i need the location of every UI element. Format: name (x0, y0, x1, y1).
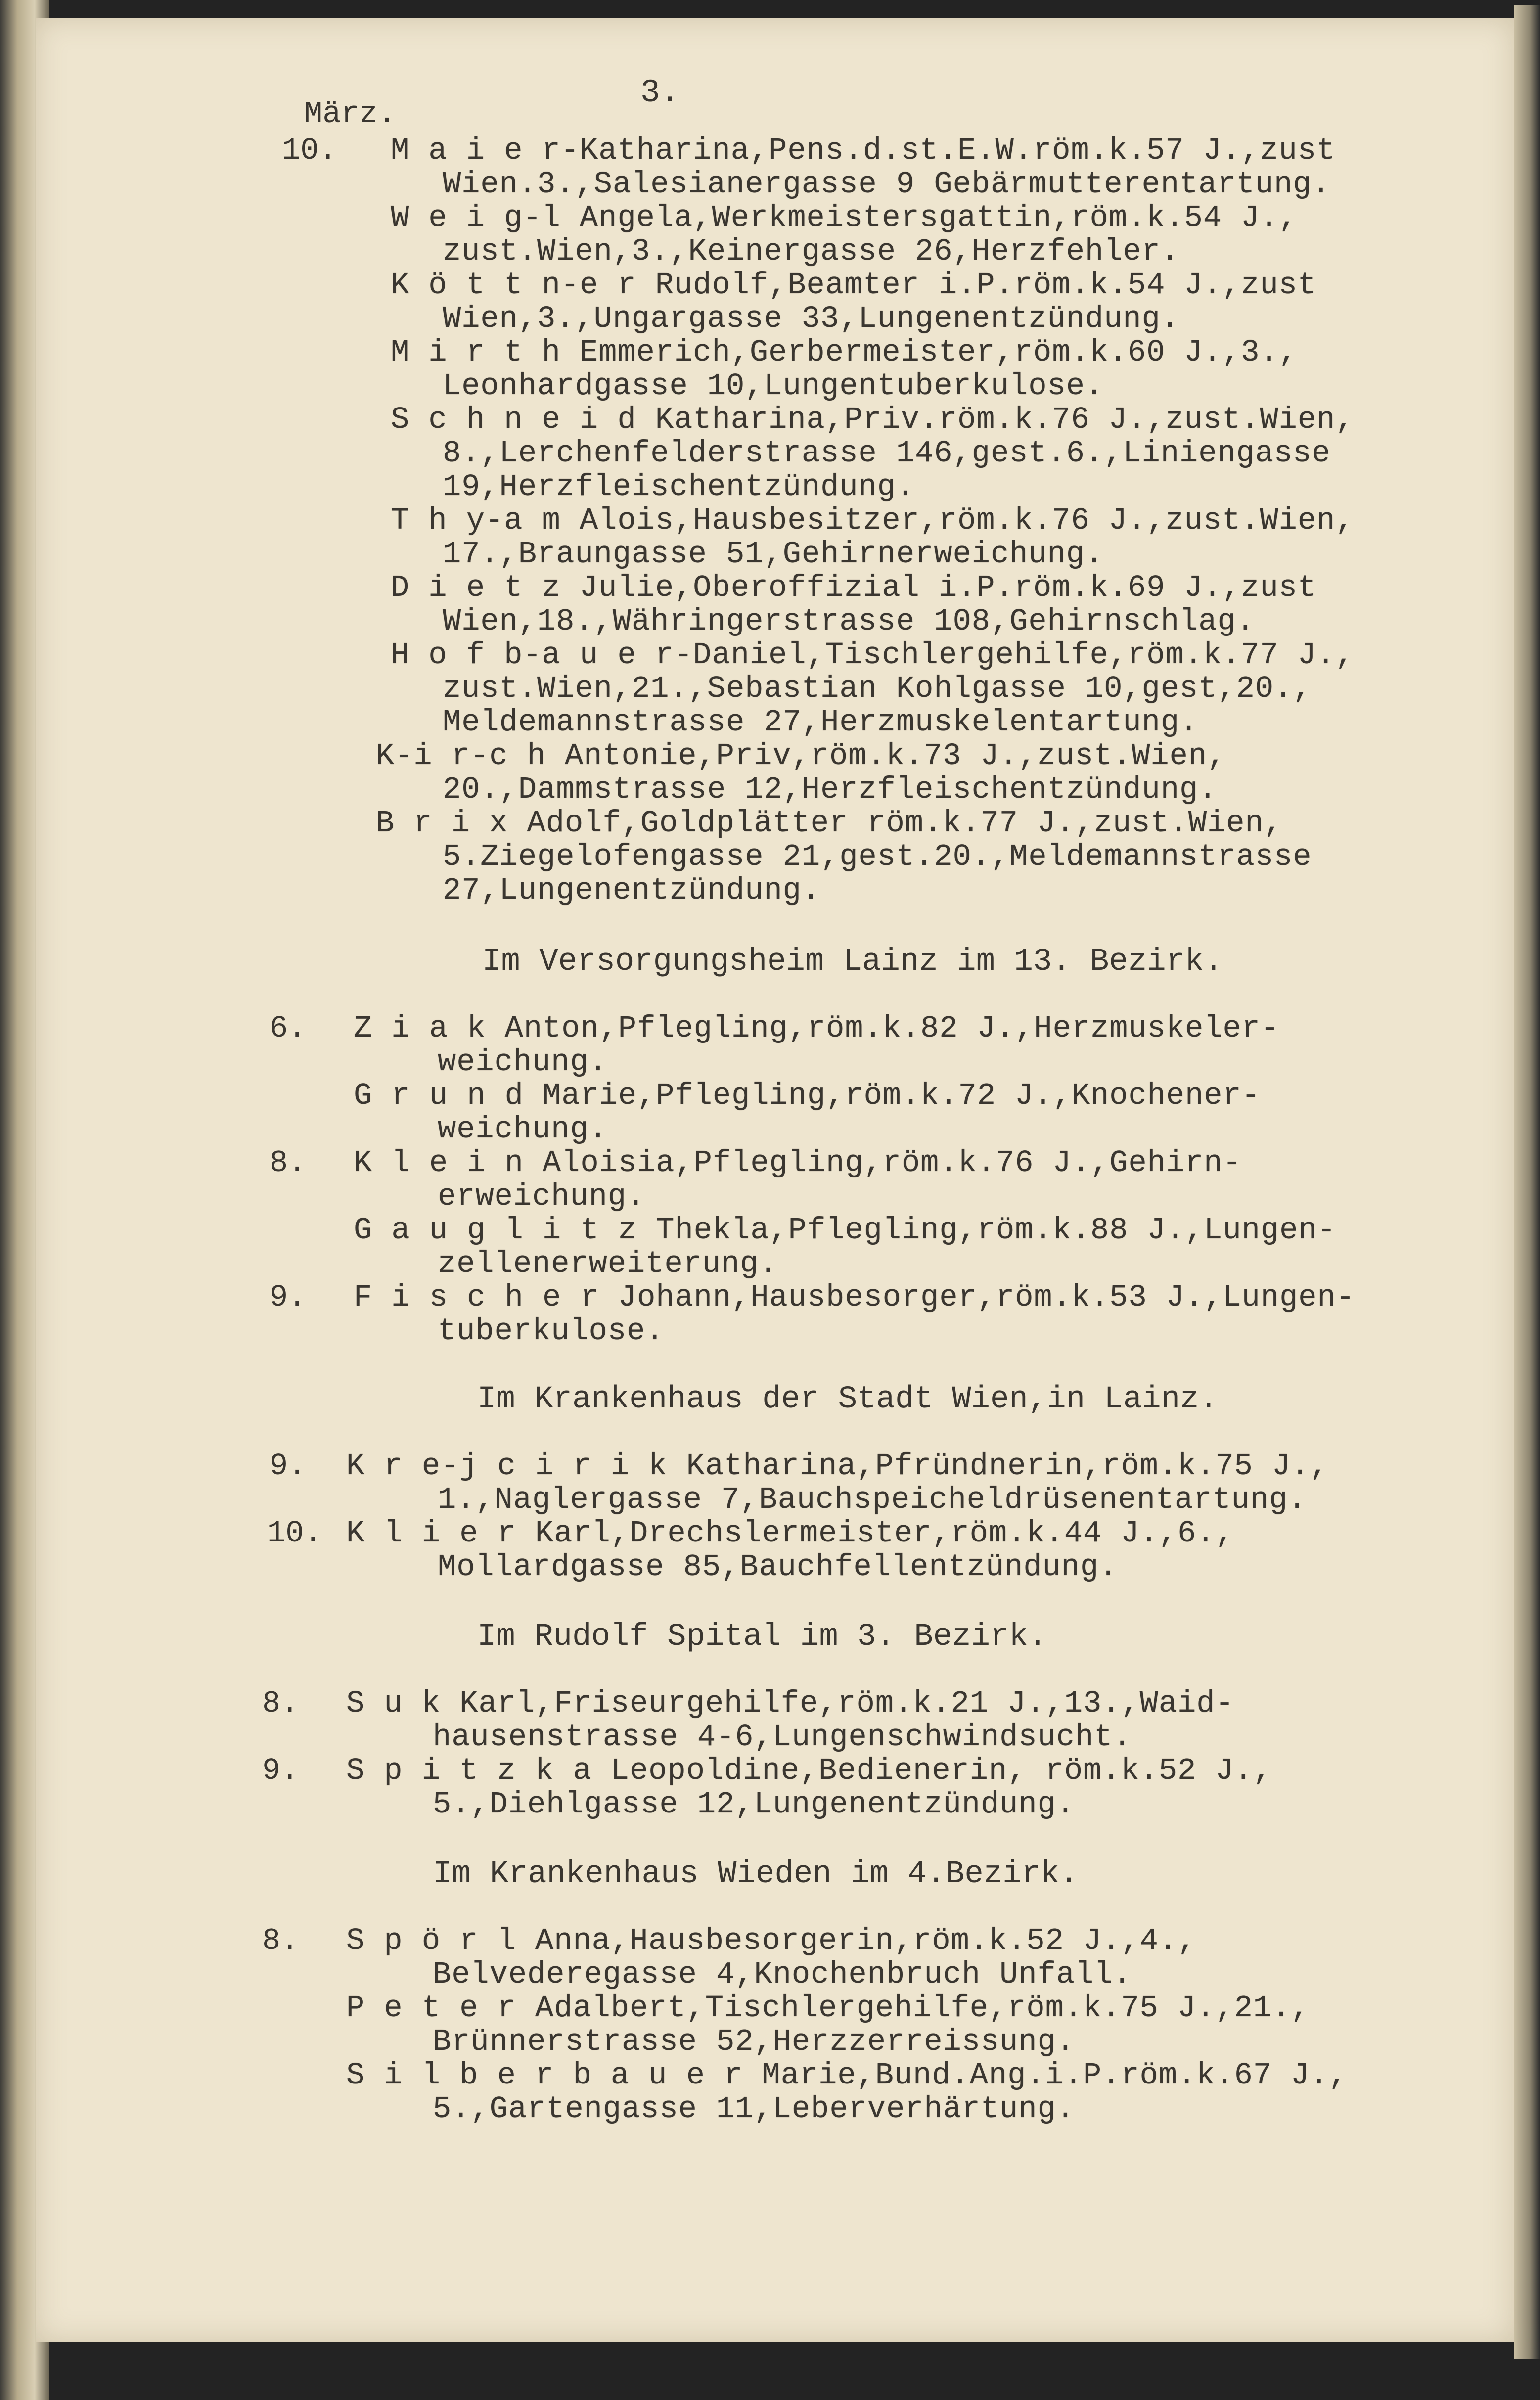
record-line: 20.,Dammstrasse 12,Herzfleischentzündung. (443, 772, 1218, 807)
record-line: W e i g-l Angela,Werkmeistersgattin,röm.k.54 J., (391, 200, 1298, 235)
entry-date: 10. (267, 1516, 322, 1551)
record-line: S u k Karl,Friseurgehilfe,röm.k.21 J.,13.,Waid- (346, 1686, 1234, 1721)
entry-date: 8. (262, 1923, 299, 1958)
entry-date: 8. (262, 1686, 299, 1721)
section-heading: Im Krankenhaus Wieden im 4.Bezirk. (433, 1857, 1079, 1892)
entry-date: 9. (270, 1280, 307, 1315)
record-line: Wien,18.,Währingerstrasse 108,Gehirnschlag. (443, 604, 1255, 639)
section-heading: Im Krankenhaus der Stadt Wien,in Lainz. (477, 1382, 1218, 1417)
record-line: H o f b-a u e r-Daniel,Tischlergehilfe,röm.k.77 J., (391, 637, 1355, 673)
record-line: Leonhardgasse 10,Lungentuberkulose. (443, 368, 1104, 404)
entry-date: 9. (270, 1449, 307, 1484)
record-line: zellenerweiterung. (438, 1246, 778, 1281)
record-line: D i e t z Julie,Oberoffizial i.P.röm.k.69 J.,zust (391, 570, 1317, 605)
section-heading: Im Rudolf Spital im 3. Bezirk. (477, 1619, 1047, 1655)
record-line: K l e i n Aloisia,Pflegling,röm.k.76 J.,Gehirn- (354, 1145, 1242, 1180)
record-line: G r u n d Marie,Pflegling,röm.k.72 J.,Knochener- (354, 1078, 1261, 1113)
record-line: zust.Wien,21.,Sebastian Kohlgasse 10,gest,20., (443, 671, 1312, 706)
record-line: B r i x Adolf,Goldplätter röm.k.77 J.,zust.Wien, (376, 806, 1283, 841)
section-heading: Im Versorgungsheim Lainz im 13. Bezirk. (482, 944, 1223, 980)
record-line: K l i e r Karl,Drechslermeister,röm.k.44 J.,6., (346, 1516, 1234, 1551)
page-number: 3. (640, 74, 680, 111)
record-line: 1.,Naglergasse 7,Bauchspeicheldrüsenentartung. (438, 1482, 1307, 1517)
entry-date: 8. (270, 1145, 307, 1180)
month-label: März. (304, 96, 397, 132)
entry-date: 6. (270, 1011, 307, 1046)
record-line: K-i r-c h Antonie,Priv,röm.k.73 J.,zust.Wien, (376, 738, 1226, 773)
record-line: 8.,Lerchenfelderstrasse 146,gest.6.,Liniengasse (443, 436, 1331, 471)
record-line: 17.,Braungasse 51,Gehirnerweichung. (443, 537, 1104, 572)
record-line: Wien.3.,Salesianergasse 9 Gebärmutterentartung. (443, 167, 1331, 202)
record-line: K r e-j c i r i k Katharina,Pfründnerin,röm.k.75 J., (346, 1449, 1329, 1484)
record-line: Brünnerstrasse 52,Herzzerreissung. (433, 2024, 1076, 2059)
record-line: 27,Lungenentzündung. (443, 873, 821, 908)
record-line: 5.,Diehlgasse 12,Lungenentzündung. (433, 1787, 1076, 1822)
entry-date: 10. (282, 133, 337, 168)
entry-date: 9. (262, 1753, 299, 1788)
record-line: Wien,3.,Ungargasse 33,Lungenentzündung. (443, 301, 1180, 336)
record-line: hausenstrasse 4-6,Lungenschwindsucht. (433, 1720, 1132, 1755)
record-line: 5.,Gartengasse 11,Leberverhärtung. (433, 2091, 1076, 2127)
record-line: F i s c h e r Johann,Hausbesorger,röm.k.53 J.,Lungen- (354, 1280, 1355, 1315)
page-edge (1514, 5, 1540, 2359)
record-line: Meldemannstrasse 27,Herzmuskelentartung. (443, 705, 1199, 740)
record-line: S p i t z k a Leopoldine,Bedienerin, röm.k.52 J., (346, 1753, 1272, 1788)
record-line: G a u g l i t z Thekla,Pflegling,röm.k.88 J.,Lungen- (354, 1213, 1336, 1248)
record-line: K ö t t n-e r Rudolf,Beamter i.P.röm.k.54 J.,zust (391, 268, 1317, 303)
record-line: weichung. (438, 1044, 608, 1080)
record-line: S i l b e r b a u e r Marie,Bund.Ang.i.P.röm.k.67 J., (346, 2058, 1348, 2093)
record-line: Z i a k Anton,Pflegling,röm.k.82 J.,Herzmuskeler- (354, 1011, 1280, 1046)
record-line: erweichung. (438, 1179, 646, 1214)
record-line: 19,Herzfleischentzündung. (443, 469, 915, 504)
record-line: P e t e r Adalbert,Tischlergehilfe,röm.k.75 J.,21., (346, 1991, 1310, 2026)
record-line: Belvederegasse 4,Knochenbruch Unfall. (433, 1957, 1132, 1992)
record-line: S p ö r l Anna,Hausbesorgerin,röm.k.52 J.,4., (346, 1923, 1197, 1958)
record-line: M i r t h Emmerich,Gerbermeister,röm.k.60 J.,3., (391, 335, 1298, 370)
record-line: 5.Ziegelofengasse 21,gest.20.,Meldemannstrasse (443, 839, 1312, 874)
record-line: tuberkulose. (438, 1313, 665, 1349)
record-line: Mollardgasse 85,Bauchfellentzündung. (438, 1549, 1118, 1585)
record-line: weichung. (438, 1112, 608, 1147)
record-line: zust.Wien,3.,Keinergasse 26,Herzfehler. (443, 234, 1180, 269)
record-line: T h y-a m Alois,Hausbesitzer,röm.k.76 J.,zust.Wien, (391, 503, 1355, 538)
record-line: S c h n e i d Katharina,Priv.röm.k.76 J.,zust.Wien, (391, 402, 1355, 437)
record-line: M a i e r-Katharina,Pens.d.st.E.W.röm.k.57 J.,zust (391, 133, 1336, 168)
